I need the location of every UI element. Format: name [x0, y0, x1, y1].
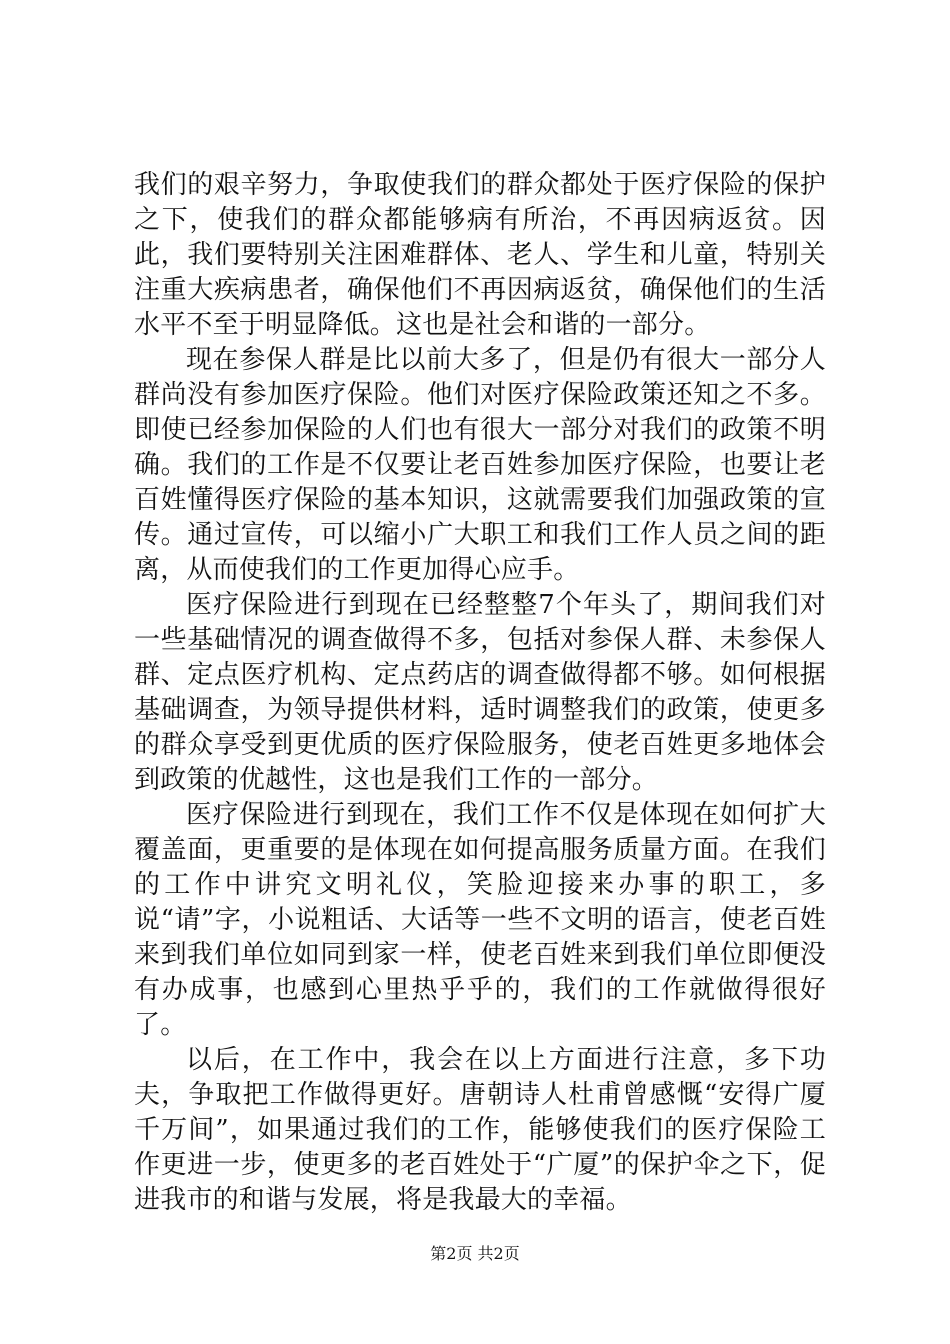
page-footer: 第2页 共2页	[430, 1244, 520, 1263]
paragraph-5: 以后，在工作中，我会在以上方面进行注意，多下功夫，争取把工作做得更好。唐朝诗人杜甫曾感慨“安得广厦千万间”，如果通过我们的工作，能够使我们的医疗保险工作更进一步，使更多的老百姓处于“广厦”的保护伞之下，促进我市的和谐与发展，将是我最大的幸福。	[134, 1045, 826, 1215]
paragraph-4: 医疗保险进行到现在，我们工作不仅是体现在如何扩大覆盖面，更重要的是体现在如何提高服务质量方面。在我们的工作中讲究文明礼仪，笑脸迎接来办事的职工，多说“请”字，小说粗话、大话等一些不文明的语言，使老百姓来到我们单位如同到家一样，使老百姓来到我们单位即便没有办成事，也感到心里热乎乎的，我们的工作就做得很好了。	[134, 800, 826, 1040]
document-body	[134, 168, 826, 1218]
paragraph-3: 医疗保险进行到现在已经整整7个年头了，期间我们对一些基础情况的调查做得不多，包括对参保人群、未参保人群、定点医疗机构、定点药店的调查做得都不够。如何根据基础调查，为领导提供材料，适时调整我们的政策，使更多的群众享受到更优质的医疗保险服务，使老百姓更多地体会到政策的优越性，这也是我们工作的一部分。	[134, 590, 826, 795]
paragraph-1: 我们的艰辛努力，争取使我们的群众都处于医疗保险的保护之下，使我们的群众都能够病有所治，不再因病返贫。因此，我们要特别关注困难群体、老人、学生和儿童，特别关注重大疾病患者，确保他们不再因病返贫，确保他们的生活水平不至于明显降低。这也是社会和谐的一部分。	[134, 170, 826, 340]
paragraph-2: 现在参保人群是比以前大多了，但是仍有很大一部分人群尚没有参加医疗保险。他们对医疗保险政策还知之不多。即使已经参加保险的人们也有很大一部分对我们的政策不明确。我们的工作是不仅要让老百姓参加医疗保险，也要让老百姓懂得医疗保险的基本知识，这就需要我们加强政策的宣传。通过宣传，可以缩小广大职工和我们工作人员之间的距离，从而使我们的工作更加得心应手。	[134, 345, 826, 585]
